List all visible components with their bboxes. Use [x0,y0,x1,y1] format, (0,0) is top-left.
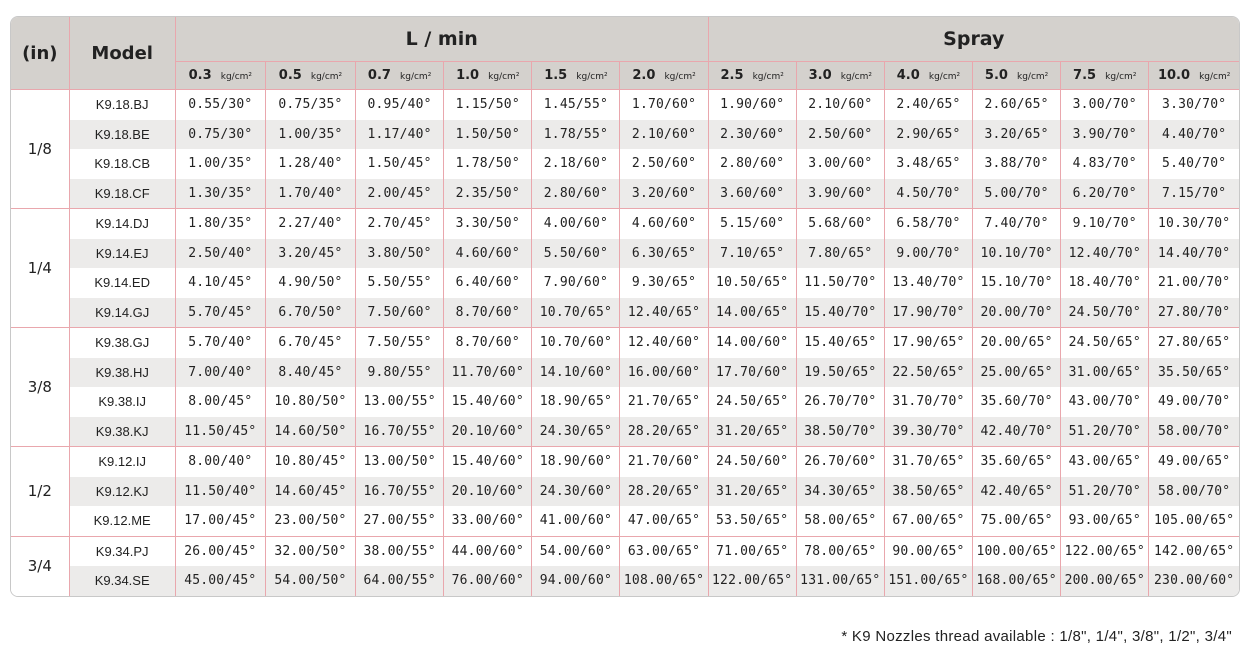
pressure-unit: kg/cm² [928,72,961,82]
flow-spray-cell: 31.20/65° [708,417,796,447]
model-cell: K9.18.BE [69,120,175,150]
pressure-unit: kg/cm² [310,72,343,82]
flow-spray-cell: 51.20/70° [1061,477,1149,507]
pressure-value: 0.3 [188,68,212,83]
flow-spray-cell: 18.90/65° [532,387,620,417]
flow-spray-cell: 27.00/55° [356,506,444,536]
model-cell: K9.14.DJ [69,209,175,239]
flow-spray-cell: 14.00/65° [708,298,796,328]
flow-spray-cell: 21.70/65° [620,387,708,417]
flow-spray-cell: 14.00/60° [708,328,796,358]
flow-spray-cell: 58.00/65° [796,506,884,536]
pressure-header [620,62,708,90]
pressure-header [265,62,355,90]
flow-spray-cell: 58.00/70° [1149,477,1239,507]
model-cell: K9.14.GJ [69,298,175,328]
flow-spray-cell: 43.00/65° [1061,447,1149,477]
flow-spray-cell: 31.70/65° [884,447,972,477]
flow-spray-cell: 4.60/60° [620,209,708,239]
pressure-value: 4.0 [896,68,920,83]
pressure-value: 3.0 [808,68,832,83]
flow-spray-cell: 122.00/65° [708,566,796,596]
flow-spray-cell: 0.75/35° [265,90,355,120]
model-cell: K9.12.KJ [69,477,175,507]
pressure-unit: kg/cm² [664,72,696,82]
flow-spray-cell: 45.00/45° [175,566,265,596]
flow-spray-cell: 15.40/60° [444,447,532,477]
flow-spray-cell: 168.00/65° [973,566,1061,596]
table-row [11,387,1239,417]
flow-spray-cell: 17.00/45° [175,506,265,536]
flow-spray-cell: 8.70/60° [444,328,532,358]
flow-spray-cell: 2.80/60° [708,149,796,179]
flow-spray-cell: 32.00/50° [265,536,355,566]
flow-spray-cell: 90.00/65° [884,536,972,566]
header-model: Model [69,17,175,90]
flow-spray-cell: 24.50/60° [708,447,796,477]
flow-spray-cell: 230.00/60° [1149,566,1239,596]
pressure-value: 10.0 [1157,68,1191,83]
flow-spray-cell: 26.70/70° [796,387,884,417]
pressure-unit: kg/cm² [1105,72,1137,82]
flow-spray-cell: 20.10/60° [444,417,532,447]
flow-spray-cell: 4.10/45° [175,268,265,298]
flow-spray-cell: 17.70/60° [708,358,796,388]
flow-spray-cell: 17.90/70° [884,298,972,328]
flow-spray-cell: 17.90/65° [884,328,972,358]
flow-spray-cell: 10.70/60° [532,328,620,358]
flow-spray-cell: 2.80/60° [532,179,620,209]
flow-spray-cell: 16.00/60° [620,358,708,388]
flow-spray-cell: 8.40/45° [265,358,355,388]
flow-spray-cell: 21.70/60° [620,447,708,477]
pressure-value: 0.5 [278,68,302,83]
flow-spray-cell: 2.27/40° [265,209,355,239]
flow-spray-cell: 35.60/65° [973,447,1061,477]
header-row-pressures [11,62,1239,90]
flow-spray-cell: 34.30/65° [796,477,884,507]
flow-spray-cell: 64.00/55° [356,566,444,596]
flow-spray-cell: 2.18/60° [532,149,620,179]
table-row [11,477,1239,507]
flow-spray-cell: 6.30/65° [620,239,708,269]
flow-spray-cell: 3.00/60° [796,149,884,179]
model-cell: K9.34.SE [69,566,175,596]
table-row [11,447,1239,477]
table-row [11,417,1239,447]
flow-spray-cell: 10.30/70° [1149,209,1239,239]
table-row [11,209,1239,239]
flow-spray-cell: 2.50/60° [796,120,884,150]
flow-spray-cell: 2.30/60° [708,120,796,150]
flow-spray-cell: 10.50/65° [708,268,796,298]
pressure-unit: kg/cm² [752,72,784,82]
flow-spray-cell: 8.00/40° [175,447,265,477]
flow-spray-cell: 2.10/60° [796,90,884,120]
flow-spray-cell: 131.00/65° [796,566,884,596]
flow-spray-cell: 1.28/40° [265,149,355,179]
flow-spray-cell: 1.80/35° [175,209,265,239]
flow-spray-cell: 12.40/65° [620,298,708,328]
flow-spray-cell: 7.80/65° [796,239,884,269]
flow-spray-cell: 3.20/65° [973,120,1061,150]
flow-spray-cell: 71.00/65° [708,536,796,566]
flow-spray-cell: 35.50/65° [1149,358,1239,388]
flow-spray-cell: 54.00/50° [265,566,355,596]
flow-spray-cell: 9.80/55° [356,358,444,388]
header-group-lmin: L / min [175,17,708,62]
flow-spray-cell: 6.58/70° [884,209,972,239]
flow-spray-cell: 7.50/60° [356,298,444,328]
flow-spray-cell: 1.78/55° [532,120,620,150]
flow-spray-cell: 1.15/50° [444,90,532,120]
model-cell: K9.34.PJ [69,536,175,566]
pressure-unit: kg/cm² [1199,72,1231,82]
flow-spray-cell: 78.00/65° [796,536,884,566]
flow-spray-cell: 31.70/70° [884,387,972,417]
flow-spray-cell: 0.95/40° [356,90,444,120]
flow-spray-cell: 5.50/60° [532,239,620,269]
flow-spray-cell: 24.50/65° [708,387,796,417]
flow-spray-cell: 4.00/60° [532,209,620,239]
flow-spray-cell: 14.60/50° [265,417,355,447]
flow-spray-cell: 28.20/65° [620,417,708,447]
flow-spray-cell: 2.60/65° [973,90,1061,120]
flow-spray-cell: 27.80/65° [1149,328,1239,358]
flow-spray-cell: 49.00/65° [1149,447,1239,477]
pressure-header [884,62,972,90]
flow-spray-cell: 1.50/50° [444,120,532,150]
flow-spray-cell: 49.00/70° [1158,394,1231,410]
pressure-value: 1.5 [544,68,568,83]
flow-spray-cell: 1.90/60° [708,90,796,120]
flow-spray-cell: 14.10/60° [532,358,620,388]
pressure-header [444,62,532,90]
thread-size-cell: 1/2 [11,447,69,537]
header-group-spray: Spray [708,17,1239,62]
flow-spray-cell: 1.30/35° [175,179,265,209]
flow-spray-cell: 6.70/50° [265,298,355,328]
flow-spray-cell: 0.75/30° [175,120,265,150]
flow-spray-cell: 10.10/70° [973,239,1061,269]
flow-spray-cell: 3.80/50° [356,239,444,269]
pressure-header [796,62,884,90]
flow-spray-cell: 51.20/70° [1061,417,1149,447]
pressure-value: 7.5 [1073,68,1097,83]
flow-spray-cell: 1.17/40° [356,120,444,150]
flow-spray-cell: 142.00/65° [1149,536,1239,566]
flow-spray-cell: 42.40/70° [973,417,1061,447]
flow-spray-cell: 15.40/70° [796,298,884,328]
flow-spray-cell: 100.00/65° [973,536,1061,566]
flow-spray-cell: 22.50/65° [884,358,972,388]
model-cell: K9.38.KJ [69,417,175,447]
flow-spray-cell: 31.00/65° [1061,358,1149,388]
table-body [11,90,1239,596]
flow-spray-cell: 8.00/45° [175,387,265,417]
flow-spray-cell: 19.50/65° [796,358,884,388]
flow-spray-cell: 23.00/50° [265,506,355,536]
flow-spray-cell: 9.00/70° [884,239,972,269]
flow-spray-cell: 38.50/65° [884,477,972,507]
table-row [11,90,1239,120]
flow-spray-cell: 24.30/65° [532,417,620,447]
flow-spray-cell: 20.00/70° [973,298,1061,328]
flow-spray-cell: 16.70/55° [356,417,444,447]
flow-spray-cell: 9.30/65° [620,268,708,298]
pressure-header [973,62,1061,90]
pressure-header [175,62,265,90]
flow-spray-cell: 54.00/60° [532,536,620,566]
flow-spray-cell: 13.00/50° [356,447,444,477]
table-row [11,358,1239,388]
table-row [11,149,1239,179]
flow-spray-cell: 14.60/45° [265,477,355,507]
flow-spray-cell: 4.40/70° [1149,120,1239,150]
flow-spray-cell: 11.50/70° [796,268,884,298]
flow-spray-cell: 1.00/35° [175,149,265,179]
pressure-unit: kg/cm² [1017,72,1049,82]
table-row [11,120,1239,150]
flow-spray-cell: 2.70/45° [356,209,444,239]
flow-spray-cell: 9.10/70° [1061,209,1149,239]
flow-spray-cell: 76.00/60° [444,566,532,596]
flow-spray-cell: 5.40/70° [1162,156,1227,172]
flow-spray-cell: 3.90/60° [796,179,884,209]
flow-spray-cell: 38.00/55° [356,536,444,566]
pressure-header [356,62,444,90]
pressure-value: 2.5 [720,68,744,83]
table-row [11,239,1239,269]
pressure-value: 0.7 [367,68,391,83]
nozzle-spec-table [11,17,1239,596]
flow-spray-cell: 67.00/65° [884,506,972,536]
pressure-unit: kg/cm² [840,72,872,82]
flow-spray-cell: 5.15/60° [708,209,796,239]
pressure-header [708,62,796,90]
flow-spray-cell: 3.30/70° [1149,90,1239,120]
flow-spray-cell: 15.10/70° [973,268,1061,298]
flow-spray-cell: 7.15/70° [1149,179,1239,209]
pressure-value: 5.0 [984,68,1008,83]
flow-spray-cell: 25.00/65° [973,358,1061,388]
model-cell: K9.18.CB [69,149,175,179]
flow-spray-cell: 1.50/45° [356,149,444,179]
flow-spray-cell: 11.50/40° [175,477,265,507]
flow-spray-cell: 26.70/60° [796,447,884,477]
flow-spray-cell: 18.40/70° [1061,268,1149,298]
flow-spray-cell: 3.20/60° [620,179,708,209]
pressure-header [532,62,620,90]
flow-spray-cell: 43.00/70° [1061,387,1149,417]
flow-spray-cell: 20.10/60° [444,477,532,507]
flow-spray-cell: 13.00/55° [356,387,444,417]
flow-spray-cell: 27.80/70° [1149,298,1239,328]
flow-spray-cell: 5.70/40° [175,328,265,358]
model-cell: K9.38.IJ [69,387,175,417]
flow-spray-cell: 0.55/30° [175,90,265,120]
flow-spray-cell: 200.00/65° [1061,566,1149,596]
flow-spray-cell: 151.00/65° [884,566,972,596]
flow-spray-cell: 1.45/55° [532,90,620,120]
flow-spray-cell: 3.90/70° [1061,120,1149,150]
flow-spray-cell: 4.50/70° [884,179,972,209]
flow-spray-cell: 108.00/65° [620,566,708,596]
flow-spray-cell: 105.00/65° [1154,513,1235,529]
flow-spray-cell: 24.50/70° [1061,298,1149,328]
flow-spray-cell: 2.35/50° [444,179,532,209]
flow-spray-cell: 4.90/50° [265,268,355,298]
flow-spray-cell: 18.90/60° [532,447,620,477]
flow-spray-cell: 122.00/65° [1061,536,1149,566]
flow-spray-cell: 10.80/50° [265,387,355,417]
flow-spray-cell: 4.83/70° [1061,149,1149,179]
flow-spray-cell: 31.20/65° [708,477,796,507]
flow-spray-cell: 39.30/70° [884,417,972,447]
model-cell: K9.14.EJ [69,239,175,269]
table-row [11,268,1239,298]
model-cell: K9.12.ME [69,506,175,536]
flow-spray-cell: 6.40/60° [444,268,532,298]
flow-spray-cell: 5.50/55° [356,268,444,298]
thread-size-cell: 3/8 [11,328,69,447]
flow-spray-cell: 24.30/60° [532,477,620,507]
flow-spray-cell: 2.10/60° [620,120,708,150]
flow-spray-cell: 1.78/50° [444,149,532,179]
flow-spray-cell: 7.90/60° [532,268,620,298]
flow-spray-cell: 3.00/70° [1061,90,1149,120]
pressure-unit: kg/cm² [400,72,432,82]
flow-spray-cell: 44.00/60° [444,536,532,566]
flow-spray-cell: 42.40/65° [973,477,1061,507]
flow-spray-cell: 3.30/50° [444,209,532,239]
flow-spray-cell: 8.70/60° [444,298,532,328]
table-row [11,298,1239,328]
flow-spray-cell: 41.00/60° [532,506,620,536]
model-cell: K9.38.HJ [69,358,175,388]
flow-spray-cell: 2.50/40° [175,239,265,269]
flow-spray-cell: 7.40/70° [973,209,1061,239]
table-row [11,328,1239,358]
pressure-unit: kg/cm² [576,72,608,82]
flow-spray-cell: 93.00/65° [1061,506,1149,536]
flow-spray-cell: 7.00/40° [175,358,265,388]
flow-spray-cell: 7.50/55° [356,328,444,358]
flow-spray-cell: 13.40/70° [884,268,972,298]
flow-spray-cell: 5.70/45° [175,298,265,328]
flow-spray-cell: 33.00/60° [444,506,532,536]
header-inch: (in) [11,17,69,90]
thread-footnote: * K9 Nozzles thread available : 1/8", 1/4", 3/8", 1/2", 3/4" [841,628,1232,645]
flow-spray-cell: 2.90/65° [884,120,972,150]
pressure-value: 2.0 [632,68,656,83]
flow-spray-cell: 12.40/70° [1061,239,1149,269]
nozzle-spec-table-container [10,16,1240,597]
flow-spray-cell: 1.70/60° [620,90,708,120]
flow-spray-cell: 94.00/60° [532,566,620,596]
flow-spray-cell: 35.60/70° [973,387,1061,417]
flow-spray-cell: 14.40/70° [1149,239,1239,269]
pressure-header [1061,62,1149,90]
pressure-header [1149,62,1239,90]
flow-spray-cell: 47.00/65° [620,506,708,536]
flow-spray-cell: 24.50/65° [1061,328,1149,358]
flow-spray-cell: 16.70/55° [356,477,444,507]
model-cell: K9.18.CF [69,179,175,209]
flow-spray-cell: 63.00/65° [620,536,708,566]
table-row [11,179,1239,209]
flow-spray-cell: 2.00/45° [356,179,444,209]
flow-spray-cell: 5.00/70° [973,179,1061,209]
pressure-value: 1.0 [456,68,480,83]
flow-spray-cell: 3.48/65° [884,149,972,179]
flow-spray-cell: 58.00/70° [1149,417,1239,447]
table-row [11,506,1239,536]
model-cell: K9.18.BJ [69,90,175,120]
table-row [11,536,1239,566]
flow-spray-cell: 3.20/45° [265,239,355,269]
pressure-unit: kg/cm² [488,72,520,82]
header-row-groups [11,17,1239,62]
flow-spray-cell: 4.60/60° [444,239,532,269]
thread-size-cell: 1/8 [11,90,69,209]
pressure-unit: kg/cm² [220,72,253,82]
flow-spray-cell: 7.10/65° [708,239,796,269]
flow-spray-cell: 11.70/60° [444,358,532,388]
table-row [11,566,1239,596]
model-cell: K9.14.ED [69,268,175,298]
flow-spray-cell: 2.50/60° [620,149,708,179]
flow-spray-cell: 15.40/60° [444,387,532,417]
flow-spray-cell: 12.40/60° [620,328,708,358]
flow-spray-cell: 21.00/70° [1158,275,1231,291]
flow-spray-cell: 10.70/65° [532,298,620,328]
model-cell: K9.38.GJ [69,328,175,358]
flow-spray-cell: 15.40/65° [796,328,884,358]
flow-spray-cell: 1.00/35° [265,120,355,150]
flow-spray-cell: 5.68/60° [796,209,884,239]
thread-size-cell: 3/4 [11,536,69,596]
flow-spray-cell: 20.00/65° [973,328,1061,358]
flow-spray-cell: 53.50/65° [708,506,796,536]
flow-spray-cell: 28.20/65° [620,477,708,507]
thread-size-cell: 1/4 [11,209,69,328]
flow-spray-cell: 75.00/65° [973,506,1061,536]
flow-spray-cell: 38.50/70° [796,417,884,447]
flow-spray-cell: 6.70/45° [265,328,355,358]
flow-spray-cell: 3.60/60° [708,179,796,209]
flow-spray-cell: 6.20/70° [1061,179,1149,209]
model-cell: K9.12.IJ [69,447,175,477]
flow-spray-cell: 10.80/45° [265,447,355,477]
flow-spray-cell: 1.70/40° [265,179,355,209]
flow-spray-cell: 2.40/65° [884,90,972,120]
flow-spray-cell: 11.50/45° [175,417,265,447]
flow-spray-cell: 3.88/70° [973,149,1061,179]
flow-spray-cell: 26.00/45° [175,536,265,566]
